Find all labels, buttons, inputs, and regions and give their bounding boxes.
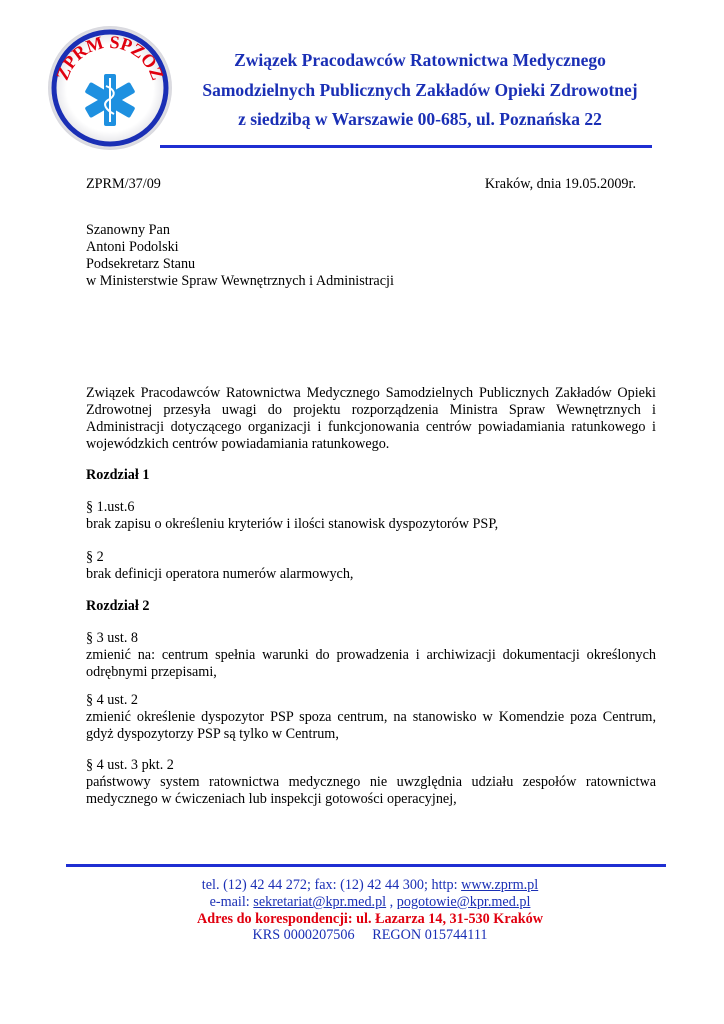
chapter-1-heading: Rozdział 1 [86,467,150,483]
header-title-line-1: Związek Pracodawców Ratownictwa Medycznego [234,50,606,70]
letter-place-date: Kraków, dnia 19.05.2009r. [484,176,636,192]
section-5-text: państwowy system ratownictwa medycznego nie uwzględnia udziału zespołów ratownictwa medycznego w ćwiczeniach lub inspekcji gotowości operacyjnej, [86,774,656,807]
footer-website-link[interactable]: www.zprm.pl [461,877,539,893]
footer-correspondence-address: Adres do korespondencji: ul. Łazarza 14, 31-530 Kraków [197,911,543,927]
header-divider [160,145,652,148]
section-4-text: zmienić określenie dyspozytor PSP spoza centrum, na stanowisko w Komendzie poza Centrum, gdyż dyspozytorzy PSP są tylko w Centrum, [86,709,656,742]
footer-phone-fax: tel. (12) 42 44 272; fax: (12) 42 44 300; http: [201,877,462,893]
recipient-name: Antoni Podolski [86,239,179,255]
footer-contact-line [160,877,580,894]
intro-paragraph: Związek Pracodawców Ratownictwa Medycznego Samodzielnych Publicznych Zakładów Opieki Zdrowotnej przesyła uwagi do projektu rozporządzenia Ministra Spraw Wewnętrznych i Administracji dotyczącego organizacji i funkcjonowania centrów powiadamiania ratunkowego i wojewódzkich centrów powiadamiania ratunkowego. [86,385,656,452]
section-2-title: § 2 [86,549,104,565]
recipient-block [86,222,394,290]
organization-logo [44,20,176,154]
footer-email-label: e-mail: [209,894,254,910]
chapter-2-heading: Rozdział 2 [86,598,150,614]
section-2-text: brak definicji operatora numerów alarmowych, [86,566,354,582]
header-address-line: z siedzibą w Warszawie 00-685, ul. Poznańska 22 [238,109,602,129]
section-4-title: § 4 ust. 2 [86,692,139,708]
recipient-ministry: w Ministerstwie Spraw Wewnętrznych i Administracji [86,273,394,289]
recipient-salutation: Szanowny Pan [86,222,170,238]
section-1-text: brak zapisu o określeniu kryteriów i ilości stanowisk dyspozytorów PSP, [86,516,499,532]
footer-divider [66,864,666,867]
letter-reference: ZPRM/37/09 [86,176,161,192]
recipient-position: Podsekretarz Stanu [86,256,196,272]
footer-email-link-1[interactable]: sekretariat@kpr.med.pl [253,894,387,910]
section-5-title: § 4 ust. 3 pkt. 2 [86,757,174,773]
section-3-text: zmienić na: centrum spełnia warunki do prowadzenia i archiwizacji dokumentacji określonych odrębnymi przepisami, [86,647,656,680]
footer-registry-numbers: KRS 0000207506 REGON 015744111 [252,927,488,943]
section-1-title: § 1.ust.6 [86,499,135,515]
footer-email-link-2[interactable]: pogotowie@kpr.med.pl [396,894,531,910]
logo-text: ZPRM SPZOZ [52,31,168,83]
section-3-title: § 3 ust. 8 [86,630,139,646]
footer-email-separator: , [386,894,397,910]
footer-email-line [160,894,580,911]
header-title-line-2: Samodzielnych Publicznych Zakładów Opieki Zdrowotnej [202,80,638,100]
